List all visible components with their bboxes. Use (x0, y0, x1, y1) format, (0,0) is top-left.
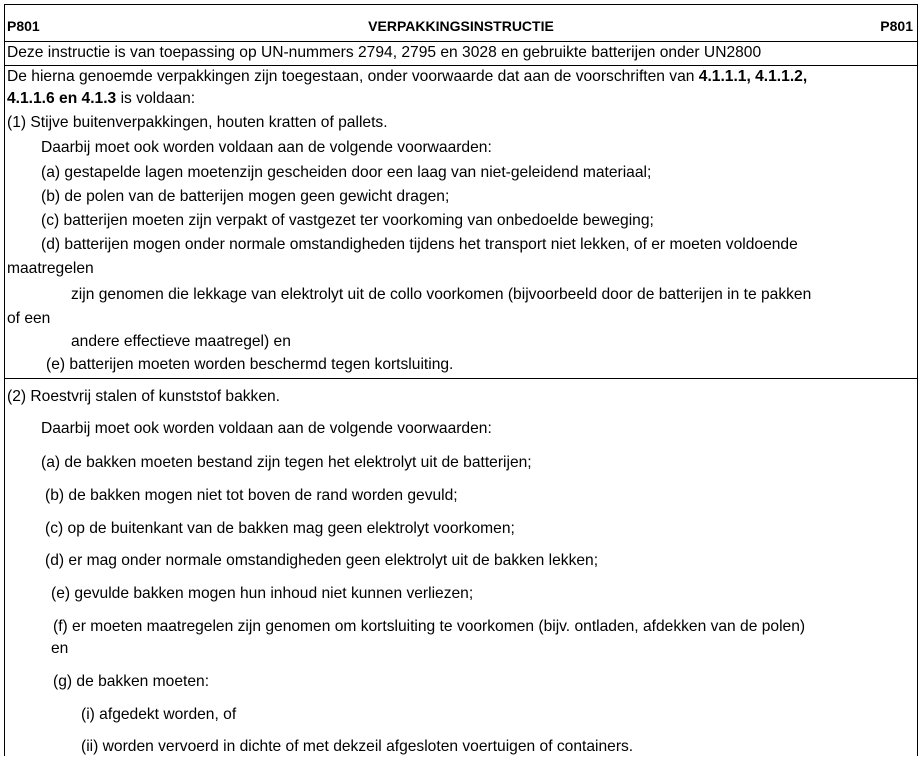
section-2-item-f-cont: en (51, 640, 69, 657)
section-2-conditions-intro: Daarbij moet ook worden voldaan aan de volgende voorwaarden: (41, 420, 492, 437)
divider (5, 65, 917, 66)
intro-references: 4.1.1.1, 4.1.1.2, (698, 68, 808, 85)
intro-text: is voldaan: (116, 90, 196, 107)
section-2-item-f: (f) er moeten maatregelen zijn genomen om kortsluiting te voorkomen (bijv. ontladen, afdekken van de polen) (53, 618, 806, 635)
divider (5, 378, 917, 379)
scope-text: Deze instructie is van toepassing op UN-nummers 2794, 2795 en 3028 en gebruikte batterijen onder UN2800 (7, 44, 762, 61)
section-1-item-d-cont: of een (7, 310, 51, 327)
header-row (5, 5, 917, 42)
intro-line-2 (7, 89, 195, 109)
section-1-conditions-intro: Daarbij moet ook worden voldaan aan de volgende voorwaarden: (41, 139, 492, 156)
packing-instruction-table (4, 4, 918, 756)
section-1-item-d: (d) batterijen mogen onder normale omstandigheden tijdens het transport niet lekken, of er moeten voldoende (41, 236, 798, 253)
intro-text: De hierna genoemde verpakkingen zijn toegestaan, onder voorwaarde dat aan de voorschriften van (7, 68, 699, 85)
section-1-item-d-cont: andere effectieve maatregel) en (71, 333, 291, 350)
section-1-item-a: (a) gestapelde lagen moetenzijn gescheiden door een laag van niet-geleidend materiaal; (41, 164, 652, 181)
section-2-item-c: (c) op de buitenkant van de bakken mag geen elektrolyt voorkomen; (45, 520, 515, 537)
section-2-item-g-ii: (ii) worden vervoerd in dichte of met dekzeil afgesloten voertuigen of containers. (81, 738, 634, 755)
divider (5, 41, 917, 42)
section-1-item-b: (b) de polen van de batterijen mogen geen gewicht dragen; (41, 188, 450, 205)
section-2-item-d: (d) er mag onder normale omstandigheden geen elektrolyt uit de bakken lekken; (45, 552, 599, 569)
section-2-item-e: (e) gevulde bakken mogen hun inhoud niet kunnen verliezen; (51, 585, 474, 602)
intro-references: 4.1.1.6 en 4.1.3 (7, 90, 117, 107)
section-1-heading: (1) Stijve buitenverpakkingen, houten kratten of pallets. (7, 114, 388, 131)
instruction-title: VERPAKKINGSINSTRUCTIE (368, 18, 554, 34)
section-2-item-g: (g) de bakken moeten: (53, 673, 210, 690)
section-1-item-d-cont: maatregelen (7, 260, 94, 277)
intro-line-1 (7, 67, 807, 87)
section-2-item-g-i: (i) afgedekt worden, of (81, 706, 237, 723)
section-2-heading: (2) Roestvrij stalen of kunststof bakken. (7, 388, 281, 405)
instruction-code-right: P801 (880, 18, 913, 34)
instruction-code-left: P801 (7, 18, 40, 34)
section-2-item-a: (a) de bakken moeten bestand zijn tegen het elektrolyt uit de batterijen; (41, 454, 532, 471)
section-1-item-d-cont: zijn genomen die lekkage van elektrolyt uit de collo voorkomen (bijvoorbeeld door de batterijen in te pakken (71, 286, 812, 303)
section-1-item-c: (c) batterijen moeten zijn verpakt of vastgezet ter voorkoming van onbedoelde beweging; (41, 212, 654, 229)
section-2-item-b: (b) de bakken mogen niet tot boven de rand worden gevuld; (45, 487, 458, 504)
section-1-item-e: (e) batterijen moeten worden beschermd tegen kortsluiting. (46, 356, 454, 373)
